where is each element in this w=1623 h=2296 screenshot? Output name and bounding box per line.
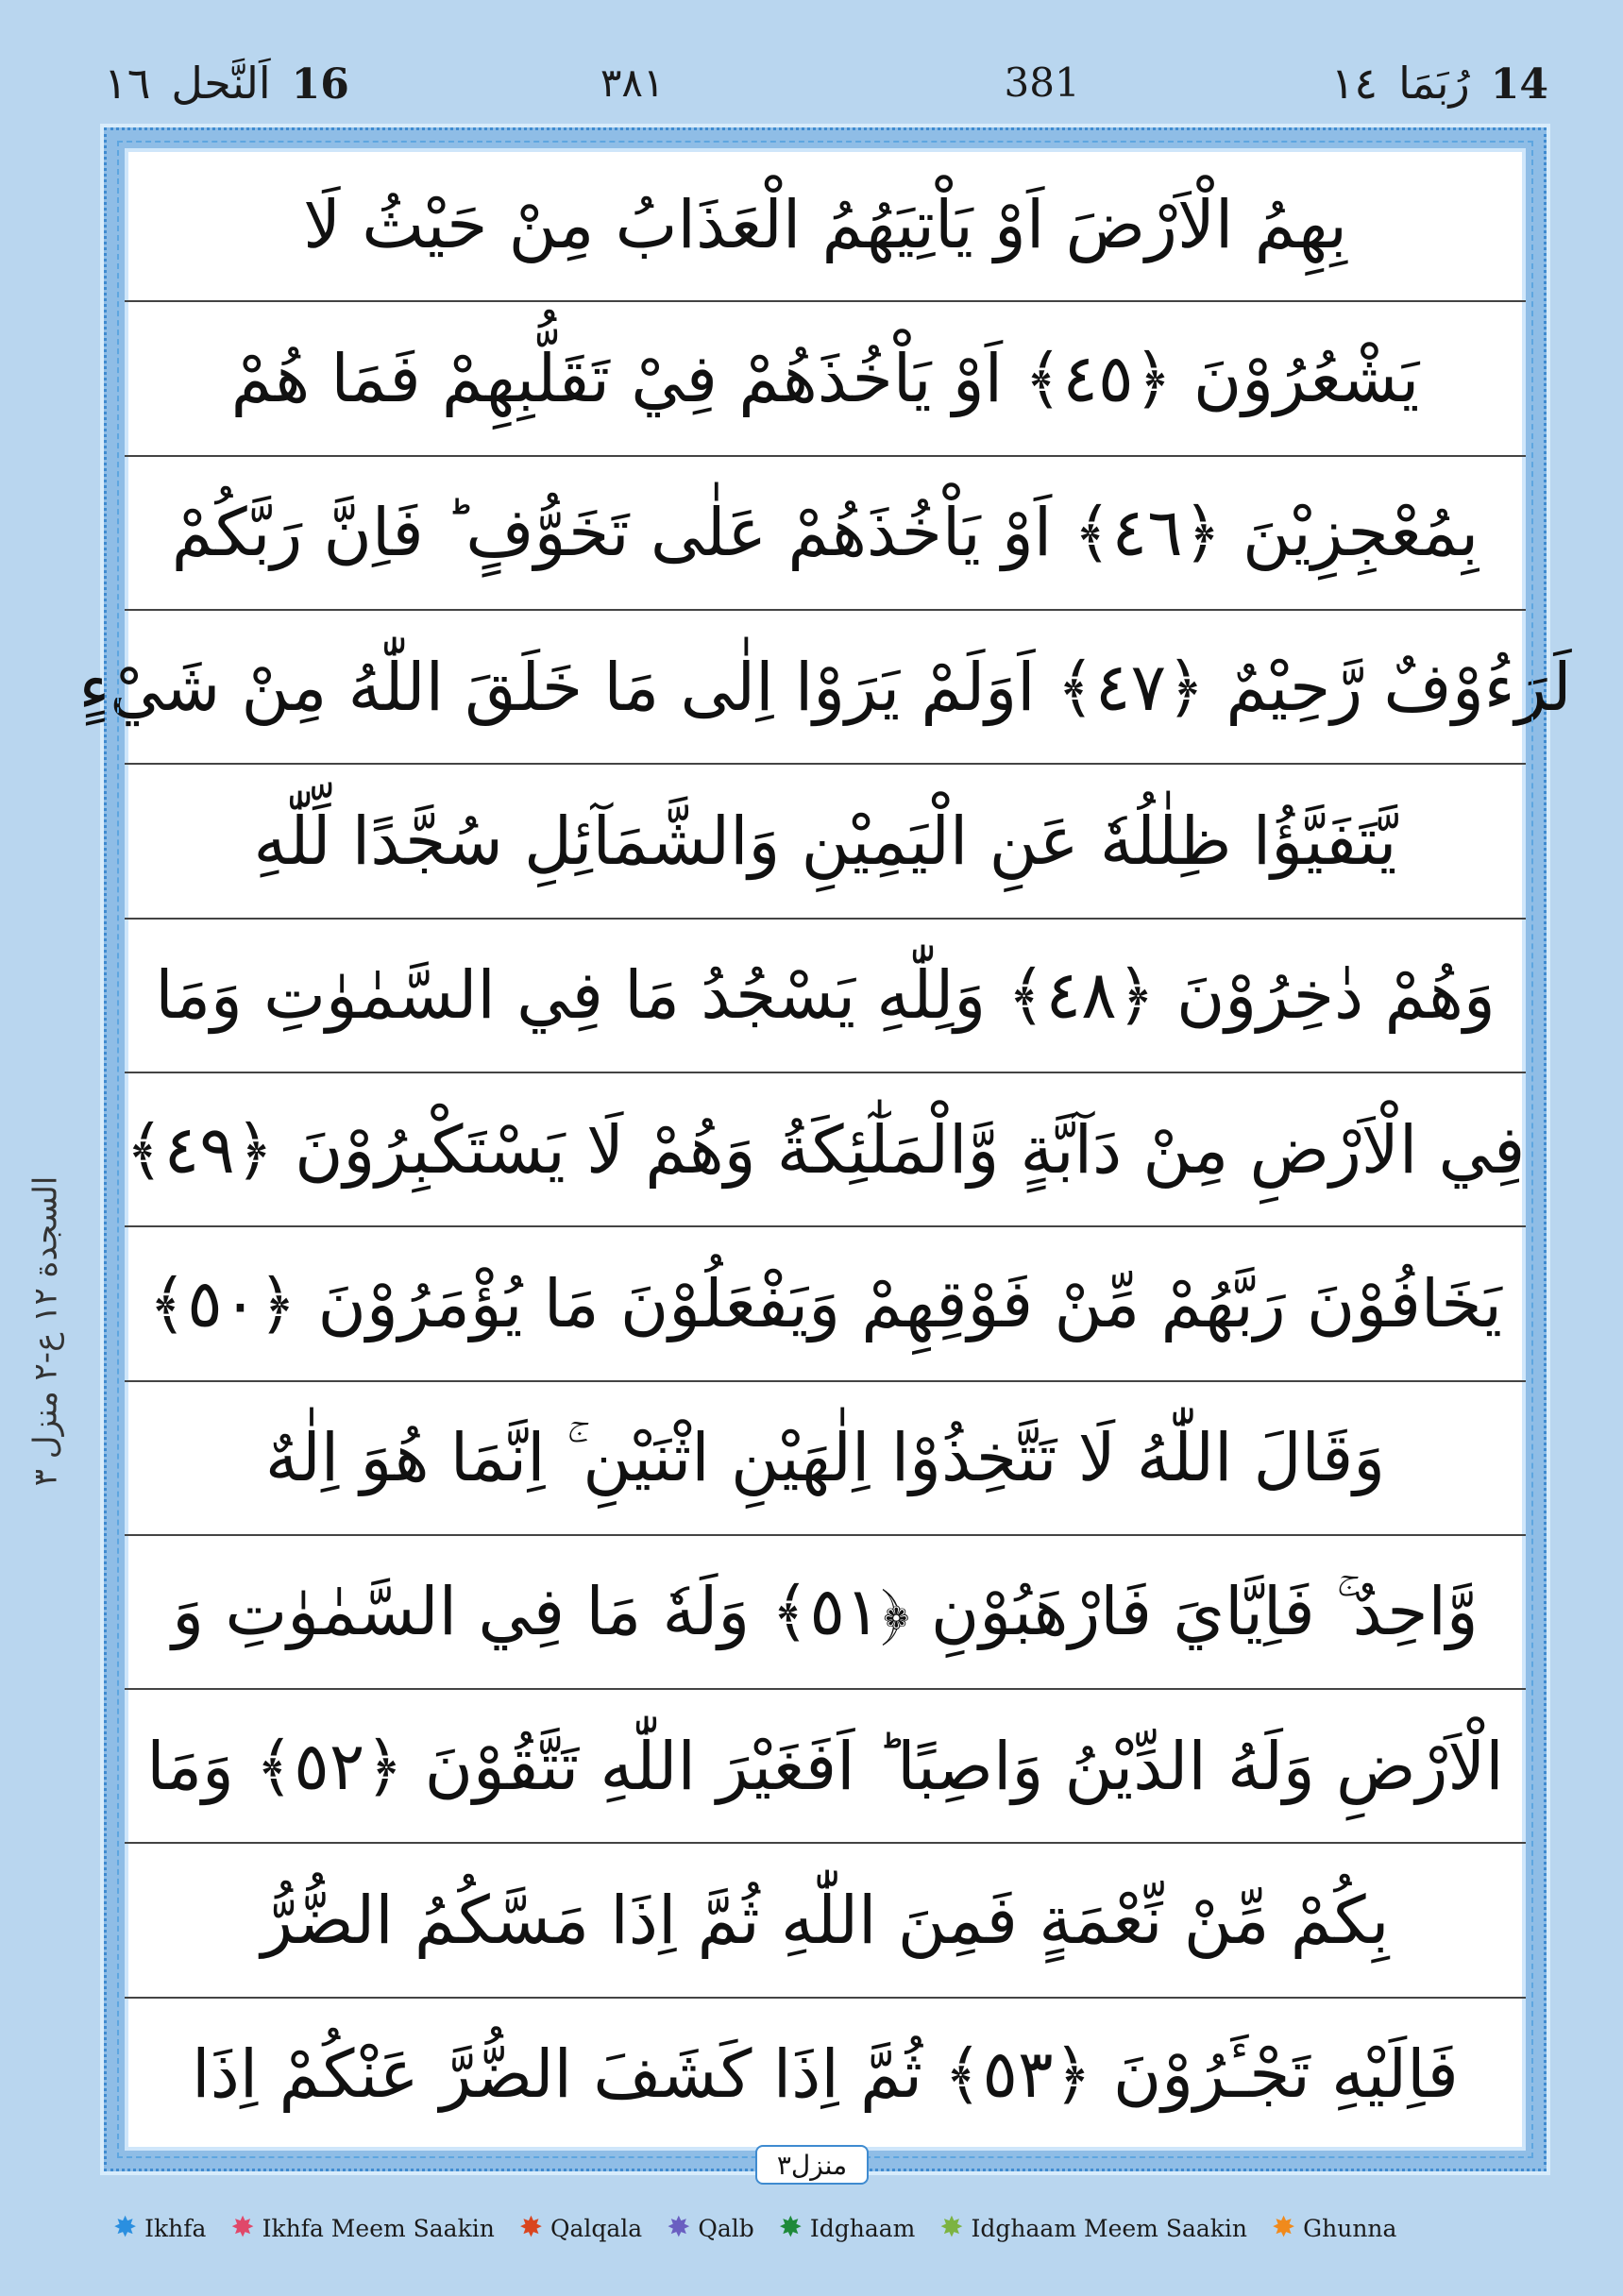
star-icon: ✸: [778, 2211, 803, 2244]
juz-number: 14: [1490, 59, 1548, 109]
legend-label: Idghaam: [809, 2214, 916, 2242]
verse-line: بِكُمْ مِّنْ نِّعْمَةٍ فَمِنَ اللّٰهِ ثُمَّ اِذَا مَسَّكُمُ الضُّرُّ: [125, 1844, 1526, 1998]
page-number-arabic: ٣٨١: [600, 59, 665, 106]
legend-label: Ikhfa: [144, 2214, 207, 2242]
legend-label: Qalqala: [549, 2214, 643, 2242]
verse-line: الْاَرْضِ وَلَهُ الدِّيْنُ وَاصِبًا ؕ اَفَغَيْرَ اللّٰهِ تَتَّقُوْنَ ﴿٥٢﴾ وَمَا: [125, 1690, 1526, 1844]
verse-line: وَقَالَ اللّٰهُ لَا تَتَّخِذُوْا اِلٰهَيْنِ اثْنَيْنِ ۚ اِنَّمَا هُوَ اِلٰهٌ: [125, 1382, 1526, 1536]
legend-label: Ghunna: [1303, 2214, 1397, 2242]
legend-item: [230, 2211, 495, 2244]
legend-item: [778, 2211, 916, 2244]
juz-number-arabic: ١٤: [1330, 57, 1378, 109]
page-header: [104, 38, 1548, 127]
legend-label: Idghaam Meem Saakin: [971, 2214, 1247, 2242]
verse-line: وَهُمْ دٰخِرُوْنَ ﴿٤٨﴾ وَلِلّٰهِ يَسْجُدُ مَا فِي السَّمٰوٰتِ وَمَا: [125, 920, 1526, 1073]
margin-note-text: السجدة ١٢ ع-٢ منزل ٣: [26, 1175, 64, 1487]
legend-label: Ikhfa Meem Saakin: [262, 2214, 495, 2242]
legend-label: Qalb: [698, 2214, 754, 2242]
surah-number-arabic: ١٦: [104, 57, 151, 109]
manzil-label: منزل٣: [755, 2145, 869, 2185]
star-icon: ✸: [518, 2211, 543, 2244]
page-number-group: [600, 59, 1080, 106]
verse-line: فَاِلَيْهِ تَجْـَٔرُوْنَ ﴿٥٣﴾ ثُمَّ اِذَا كَشَفَ الضُّرَّ عَنْكُمْ اِذَا: [192, 2035, 1459, 2114]
legend-item: [667, 2211, 754, 2244]
legend-item: [518, 2211, 643, 2244]
verse-line: يَّتَفَيَّؤُا ظِلٰلُهٗ عَنِ الْيَمِيْنِ وَالشَّمَآئِلِ سُجَّدًا لِّلّٰهِ: [125, 765, 1526, 919]
star-icon: ✸: [667, 2211, 691, 2244]
tajweed-legend: [113, 2200, 1605, 2256]
legend-item: [113, 2211, 207, 2244]
verse-line: فِي الْاَرْضِ مِنْ دَآبَّةٍ وَّالْمَلٰٓئِكَةُ وَهُمْ لَا يَسْتَكْبِرُوْنَ ﴿٤٩﴾: [125, 1073, 1526, 1227]
legend-item: [1272, 2211, 1397, 2244]
juz-header: [1331, 58, 1548, 109]
verse-line: وَّاحِدٌ ۚ فَاِيَّايَ فَارْهَبُوْنِ ﴿٥١﴾ وَلَهٗ مَا فِي السَّمٰوٰتِ وَ: [125, 1536, 1526, 1690]
verse-lines: [78, 148, 1572, 2151]
star-icon: ✸: [113, 2211, 138, 2244]
verse-line: بِهِمُ الْاَرْضَ اَوْ يَاْتِيَهُمُ الْعَذَابُ مِنْ حَيْثُ لَا: [125, 148, 1526, 302]
text-frame: [78, 127, 1572, 2171]
surah-header: [104, 58, 349, 109]
star-icon: ✸: [230, 2211, 255, 2244]
star-icon: ✸: [939, 2211, 964, 2244]
juz-name: رُبَمَا: [1398, 57, 1470, 109]
legend-item: [939, 2211, 1247, 2244]
verse-line: لَرَءُوْفٌ رَّحِيْمٌ ﴿٤٧﴾ اَوَلَمْ يَرَوْا اِلٰى مَا خَلَقَ اللّٰهُ مِنْ شَيْءٍ: [125, 611, 1526, 765]
star-icon: ✸: [1272, 2211, 1296, 2244]
surah-number: 16: [291, 59, 349, 109]
surah-name: اَلنَّحل: [171, 57, 271, 109]
margin-note: [8, 1161, 83, 1501]
verse-line: بِمُعْجِزِيْنَ ﴿٤٦﴾ اَوْ يَاْخُذَهُمْ عَلٰى تَخَوُّفٍ ؕ فَاِنَّ رَبَّكُمْ: [125, 457, 1526, 611]
verse-line: يَشْعُرُوْنَ ﴿٤٥﴾ اَوْ يَاْخُذَهُمْ فِيْ تَقَلُّبِهِمْ فَمَا هُمْ: [125, 302, 1526, 456]
page-number: 381: [1004, 59, 1080, 106]
verse-line: يَخَافُوْنَ رَبَّهُمْ مِّنْ فَوْقِهِمْ وَيَفْعَلُوْنَ مَا يُؤْمَرُوْنَ ﴿٥٠﴾: [125, 1227, 1526, 1381]
